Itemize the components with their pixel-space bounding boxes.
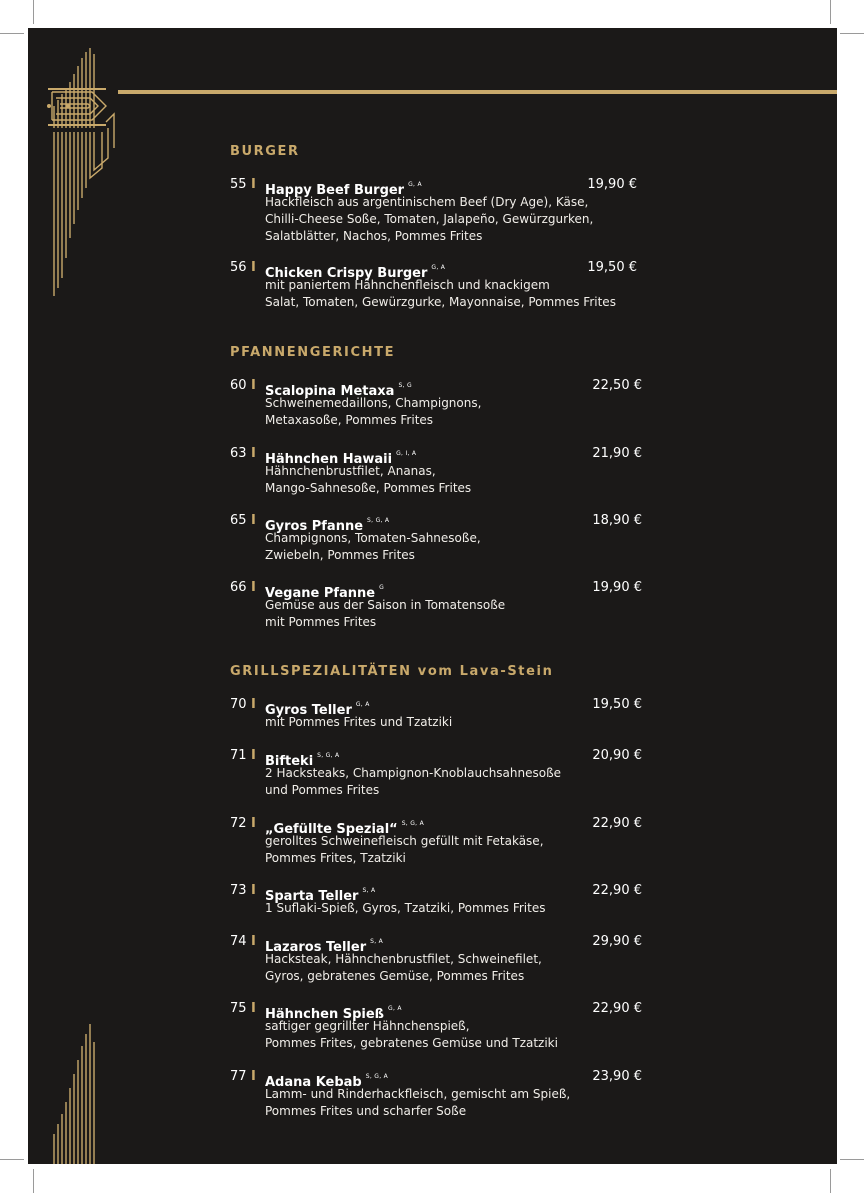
item-separator: I	[251, 816, 256, 831]
item-name	[265, 999, 402, 1024]
menu-item	[230, 175, 642, 245]
allergen-codes: G, A	[355, 701, 370, 708]
item-name-text: Hähnchen Spieß	[265, 1007, 385, 1022]
item-separator: I	[251, 260, 256, 275]
item-number: 55	[230, 177, 247, 192]
item-name	[265, 511, 389, 536]
item-name	[265, 932, 383, 957]
item-name-text: „Gefüllte Spezial“	[265, 822, 398, 837]
item-name	[265, 814, 424, 839]
item-number: 65	[230, 513, 247, 528]
item-description-line: 1 Suflaki-Spieß, Gyros, Tzatziki, Pommes Frites	[265, 901, 546, 915]
item-description-line: und Pommes Frites	[265, 783, 380, 797]
item-separator: I	[251, 748, 256, 763]
item-name	[265, 746, 339, 771]
item-separator: I	[251, 1069, 256, 1084]
item-description-line: Schweinemedaillons, Champignons,	[265, 396, 482, 410]
item-price: 22,50 €	[592, 378, 642, 393]
art-deco-ornament-icon	[50, 1024, 100, 1164]
menu-item	[230, 511, 642, 564]
item-description-line: Zwiebeln, Pommes Frites	[265, 548, 415, 562]
item-description-line: Gemüse aus der Saison in Tomatensoße	[265, 598, 506, 612]
item-name-text: Hähnchen Hawaii	[265, 452, 393, 467]
crop-mark	[33, 0, 34, 24]
item-description-line: Champignons, Tomaten-Sahnesoße,	[265, 531, 481, 545]
menu-item	[230, 999, 642, 1052]
item-price: 19,90 €	[587, 177, 637, 192]
top-gold-rule	[118, 90, 837, 94]
crop-mark	[840, 1159, 864, 1160]
menu-item	[230, 444, 642, 497]
item-description-line: Salat, Tomaten, Gewürzgurke, Mayonnaise, Pommes Frites	[265, 295, 616, 309]
item-name-text: Vegane Pfanne	[265, 586, 376, 601]
item-number: 75	[230, 1001, 247, 1016]
item-number: 74	[230, 934, 247, 949]
item-price: 22,90 €	[592, 883, 642, 898]
menu-page	[28, 28, 837, 1164]
item-description-line: Pommes Frites und scharfer Soße	[265, 1104, 467, 1118]
menu-item-header	[230, 511, 642, 534]
allergen-codes: S, A	[370, 938, 384, 945]
menu-item-header	[230, 932, 642, 955]
item-name	[265, 1067, 388, 1092]
item-description-line: Pommes Frites, Tzatziki	[265, 851, 406, 865]
item-number: 72	[230, 816, 247, 831]
crop-mark	[0, 33, 24, 34]
item-separator: I	[251, 177, 256, 192]
item-name-text: Gyros Teller	[265, 703, 352, 718]
item-separator: I	[251, 580, 256, 595]
item-number: 77	[230, 1069, 247, 1084]
item-name-text: Lazaros Teller	[265, 940, 367, 955]
item-name-text: Sparta Teller	[265, 889, 359, 904]
art-deco-ornament-icon	[46, 48, 126, 298]
item-description-line: Lamm- und Rinderhackfleisch, gemischt am Spieß,	[265, 1087, 571, 1101]
item-price: 29,90 €	[592, 934, 642, 949]
menu-item	[230, 881, 642, 917]
section-title: GRILLSPEZIALITÄTEN vom Lava-Stein	[230, 664, 554, 679]
item-name	[265, 881, 375, 906]
menu-item	[230, 932, 642, 985]
item-description-line: saftiger gegrillter Hähnchenspieß,	[265, 1019, 470, 1033]
item-separator: I	[251, 446, 256, 461]
menu-item-header	[230, 814, 642, 837]
item-price: 21,90 €	[592, 446, 642, 461]
item-description-line: Mango-Sahnesoße, Pommes Frites	[265, 481, 472, 495]
item-name-text: Chicken Crispy Burger	[265, 266, 428, 281]
allergen-codes: S, G, A	[367, 517, 390, 524]
item-number: 60	[230, 378, 247, 393]
item-separator: I	[251, 934, 256, 949]
menu-item	[230, 258, 642, 311]
item-separator: I	[251, 883, 256, 898]
section-title: BURGER	[230, 144, 300, 159]
menu-item-header	[230, 1067, 642, 1090]
item-name	[265, 258, 445, 283]
item-separator: I	[251, 1001, 256, 1016]
item-price: 22,90 €	[592, 1001, 642, 1016]
menu-item-header	[230, 999, 642, 1022]
item-description-line: Hackfleisch aus argentinischem Beef (Dry Age), Käse,	[265, 195, 589, 209]
item-number: 56	[230, 260, 247, 275]
item-separator: I	[251, 697, 256, 712]
menu-item-header	[230, 444, 642, 467]
menu-item	[230, 1067, 642, 1120]
item-description-line: mit Pommes Frites	[265, 615, 377, 629]
item-description-line: Pommes Frites, gebratenes Gemüse und Tzatziki	[265, 1036, 558, 1050]
menu-item	[230, 376, 642, 429]
section-title: PFANNENGERICHTE	[230, 345, 396, 360]
item-separator: I	[251, 513, 256, 528]
crop-mark	[840, 33, 864, 34]
crop-mark	[830, 1169, 831, 1193]
item-description-line: 2 Hacksteaks, Champignon-Knoblauchsahnesoße	[265, 766, 562, 780]
allergen-codes: G, A	[408, 181, 422, 188]
item-name	[265, 175, 422, 200]
allergen-codes: S, G, A	[401, 820, 424, 827]
allergen-codes: G, I, A	[396, 450, 417, 457]
menu-item	[230, 746, 642, 799]
item-price: 20,90 €	[592, 748, 642, 763]
item-name-text: Happy Beef Burger	[265, 183, 405, 198]
item-description-line: Gyros, gebratenes Gemüse, Pommes Frites	[265, 969, 525, 983]
allergen-codes: G, A	[431, 264, 446, 271]
allergen-codes: S, A	[362, 887, 376, 894]
menu-item-header	[230, 175, 642, 198]
item-price: 22,90 €	[592, 816, 642, 831]
item-name	[265, 444, 416, 469]
item-name-text: Gyros Pfanne	[265, 519, 364, 534]
item-number: 66	[230, 580, 247, 595]
item-number: 71	[230, 748, 247, 763]
menu-item-header	[230, 746, 642, 769]
menu-item	[230, 814, 642, 867]
allergen-codes: S, G, A	[365, 1073, 389, 1080]
item-description-line: gerolltes Schweinefleisch gefüllt mit Fetakäse,	[265, 834, 544, 848]
crop-mark	[33, 1169, 34, 1193]
menu-item-header	[230, 258, 642, 281]
item-name	[265, 578, 384, 603]
item-description-line: mit paniertem Hähnchenfleisch und knackigem	[265, 278, 550, 292]
menu-item-header	[230, 881, 642, 904]
menu-item	[230, 578, 642, 631]
item-price: 19,50 €	[587, 260, 637, 275]
item-separator: I	[251, 378, 256, 393]
item-description-line: Salatblätter, Nachos, Pommes Frites	[265, 229, 483, 243]
item-description-line: mit Pommes Frites und Tzatziki	[265, 715, 453, 729]
allergen-codes: G	[379, 584, 385, 591]
crop-mark	[830, 0, 831, 24]
menu-item-header	[230, 376, 642, 399]
menu-item-header	[230, 578, 642, 601]
item-name-text: Adana Kebab	[265, 1075, 362, 1090]
item-description-line: Hacksteak, Hähnchenbrustfilet, Schweinefilet,	[265, 952, 542, 966]
menu-item-header	[230, 695, 642, 718]
item-name	[265, 376, 412, 401]
item-number: 73	[230, 883, 247, 898]
item-number: 70	[230, 697, 247, 712]
item-price: 19,50 €	[592, 697, 642, 712]
item-price: 23,90 €	[592, 1069, 642, 1084]
allergen-codes: S, G, A	[317, 752, 340, 759]
crop-mark	[0, 1159, 24, 1160]
item-description-line: Hähnchenbrustfilet, Ananas,	[265, 464, 436, 478]
allergen-codes: S, G	[398, 382, 412, 389]
item-name-text: Scalopina Metaxa	[265, 384, 395, 399]
item-price: 19,90 €	[592, 580, 642, 595]
allergen-codes: G, A	[388, 1005, 402, 1012]
item-price: 18,90 €	[592, 513, 642, 528]
item-name	[265, 695, 370, 720]
menu-item	[230, 695, 642, 731]
item-description-line: Metaxasoße, Pommes Frites	[265, 413, 434, 427]
item-name-text: Bifteki	[265, 754, 314, 769]
item-description-line: Chilli-Cheese Soße, Tomaten, Jalapeño, Gewürzgurken,	[265, 212, 594, 226]
item-number: 63	[230, 446, 247, 461]
